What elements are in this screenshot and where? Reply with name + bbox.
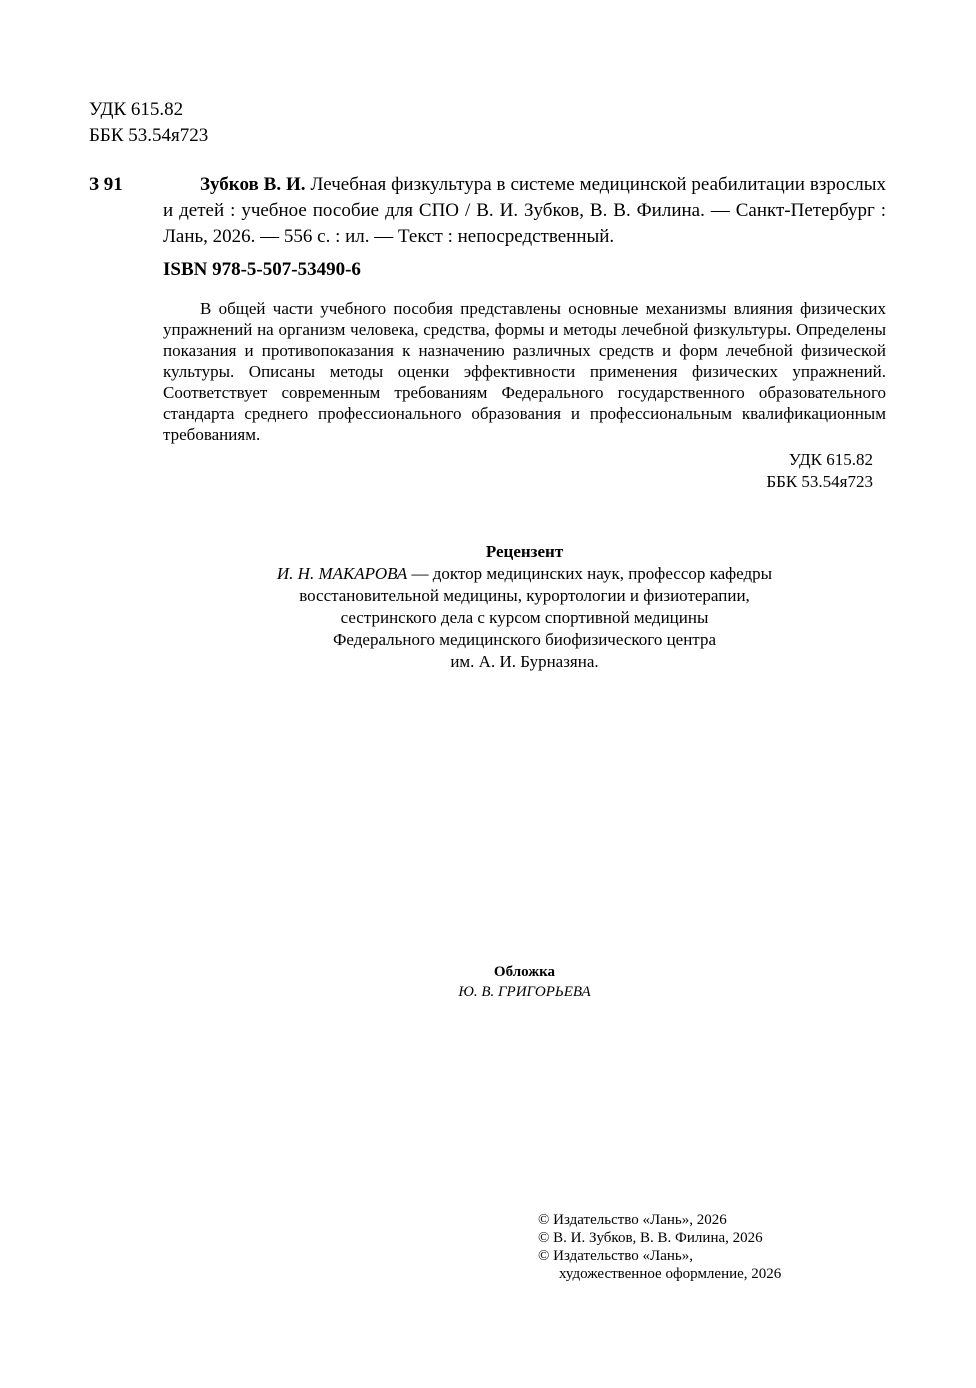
reviewer-title: — доктор медицинских наук, профессор кафедры xyxy=(407,564,773,583)
reviewer-heading: Рецензент xyxy=(485,542,564,561)
cover-heading: Обложка xyxy=(493,964,556,980)
udk-code: УДК 615.82 xyxy=(89,99,184,120)
reviewer-name: И. Н. МАКАРОВА xyxy=(276,564,408,583)
isbn: ISBN 978-5-507-53490-6 xyxy=(163,259,361,280)
cover-credit-block xyxy=(163,962,886,1002)
reviewer-block xyxy=(163,541,886,673)
udk-code-repeat: УДК 615.82 xyxy=(788,450,873,469)
classification-block xyxy=(89,97,208,149)
copyright-line-2: © В. И. Зубков, В. В. Филина, 2026 xyxy=(538,1230,763,1246)
bibliographic-description: Лечебная физкультура в системе медицинской реабилитации взрослых и детей : учебное пособие для СПО / В. И. Зубков, В. В. Филина. — Санкт-Петербург : Лань, 2026. — 556 с. : ил. — Текст : непосредственный. xyxy=(163,174,887,247)
author-name: Зубков В. И. xyxy=(200,174,306,195)
reviewer-line-2: восстановительной медицины, курортологии и физиотерапии, xyxy=(299,586,750,605)
reviewer-line-5: им. А. И. Бурназяна. xyxy=(450,652,599,671)
reviewer-line-3: сестринского дела с курсом спортивной медицины xyxy=(340,608,709,627)
reviewer-line-4: Федерального медицинского биофизического центра xyxy=(333,630,716,649)
annotation: В общей части учебного пособия представлены основные механизмы влияния физических упражнений на организм человека, средства, формы и методы лечебной физкультуры. Определены показания и противопоказания к назначению различных средств и форм лечебной физической культуры. Описаны методы оценки эффективности применения физических упражнений. Соответствует современным требованиям Федерального государственного образовательного стандарта среднего профессионального образования и профессиональным квалификационным требованиям. xyxy=(163,299,886,444)
bbk-code-repeat: ББК 53.54я723 xyxy=(766,472,873,491)
reviewer-line-1 xyxy=(163,563,886,585)
copyright-block xyxy=(538,1211,781,1283)
bibliographic-record xyxy=(163,172,886,250)
cover-designer: Ю. В. ГРИГОРЬЕВА xyxy=(458,984,591,1000)
copyright-line-4: художественное оформление, 2026 xyxy=(559,1266,782,1282)
classification-repeat-block xyxy=(700,449,873,493)
author-sign: З 91 xyxy=(89,174,123,195)
bbk-code: ББК 53.54я723 xyxy=(89,125,209,146)
copyright-line-3: © Издательство «Лань», xyxy=(538,1248,693,1264)
copyright-line-1: © Издательство «Лань», 2026 xyxy=(538,1212,727,1228)
